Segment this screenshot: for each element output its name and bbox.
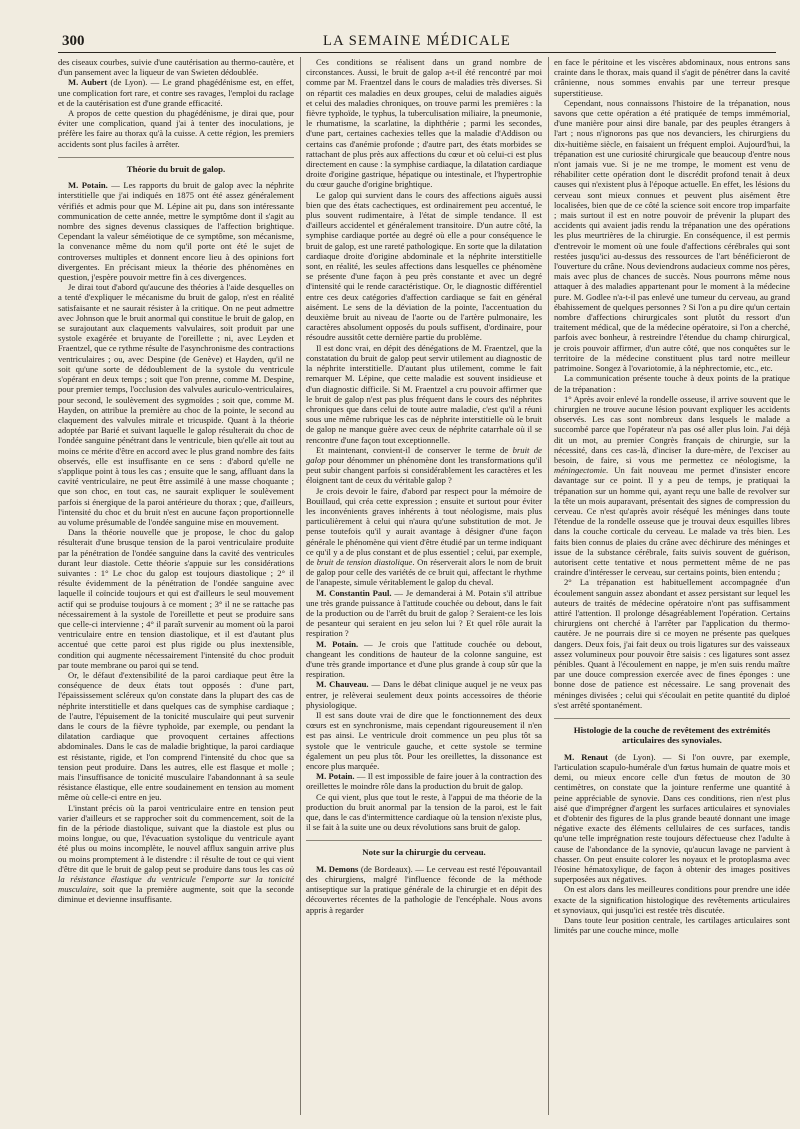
column-divider xyxy=(300,57,301,1115)
speaker-name: M. Demons xyxy=(316,863,359,874)
paragraph-text: pour dénommer un phénomène dont les transformations qu'il peut subir changent parfois si considérablement les caractères et les éloignent tant de ceux du véritable galop ? xyxy=(306,454,542,486)
paragraph: Je dirai tout d'abord qu'aucune des théories à l'aide desquelles on a tenté d'expliquer le mécanisme du bruit de galop, n'est en réalité satisfaisante et ne saurait résister à la critique. On ne peut admettre avec Johnson que le bruit anormal qui constitue le bruit de galop, en se surajoutant aux claquements valvulaires, soit produit par une systole exagérée et bruyante de l'oreillette ; ni, avec Leyden et Fraentzel, que ce rythme résulte de l'asynchronisme des contractions ventriculaires ; ou, avec Despine (de Genève) et Hayden, qu'il ne soit qu'une sorte de dédoublement de la systole du ventricule s'opérant en deux temps ; soit que l'on prenne, comme M. Despine, pour premier temps, l'occlusion des valvules auriculo-ventriculaires, pour second, le soulèvement des sygmoïdes ; soit que, comme M. Hayden, on attribue la première au choc de la pointe, le second au claquement des valvules mitrale et tricuspide. Quant à la théorie adoptée par Barié et suivant laquelle le galop résulterait du choc de l'ondée sanguine pénétrant dans le ventricule, bien qu'elle ait tout au moins ce mérite d'être en accord avec le plus grand nombre des faits observés, elle est insuffisante en ce sens : d'abord qu'elle ne s'applique point à tous les cas ; ensuite que le sang, affluant dans la cavité ventriculaire, ne peut être assimilé à une masse choquante ; que son choc, en tout cas, ne saurait expliquer le soulèvement parfois si énergique de la paroi antérieure du thorax ; que, d'ailleurs, l'intensité du choc et du bruit n'est en aucune façon proportionnelle au volume présumable de l'ondée sanguine mise en mouvement. xyxy=(58,282,294,527)
paragraph xyxy=(306,445,542,486)
column-left xyxy=(58,57,294,1115)
paragraph-text: (de Lyon). — Le grand phagédénisme est, en effet, une complication fort rare, et contre ses ravages, l'emploi du raclage et de la cautérisation est d'une grande efficacité. xyxy=(58,77,294,108)
paragraph xyxy=(554,394,790,578)
paragraph: La communication présente touche à deux points de la pratique de la trépanation : xyxy=(554,373,790,394)
paragraph-text: Et maintenant, convient-il de conserver le terme de xyxy=(316,444,513,455)
emphasis-text: méningectomie xyxy=(554,465,607,476)
section-heading-text: Théorie du bruit de galop. xyxy=(126,163,226,174)
column-divider xyxy=(548,57,549,1115)
section-heading-text: Histologie de la couche de revêtement des extrémités articulaires des synoviales. xyxy=(573,725,771,746)
speaker-name: M. Potain. xyxy=(68,180,108,191)
paragraph: Dans la théorie nouvelle que je propose, le choc du galop résulterait d'une brusque tension de la paroi ventriculaire produite par la pénétration de l'ondée sanguine dans la cavité des ventricules durant leur diastole. Cette théorie s'appuie sur les considérations suivantes : 1° Le choc du galop est toujours diastolique ; 2° il résulte évidemment de la pénétration de l'ondée sanguine avec laquelle il coïncide toujours et qui est d'ailleurs le seul mouvement actif qui se produise toujours à ce moment ; 3° il ne se rattache pas nécessairement à la systole de l'oreillette et peut se produire sans que celle-ci intervienne ; 4° il paraît survenir au moment où la paroi ventriculaire entre en tension diastolique, et il est d'autant plus accentué que cette paroi est plus rigide ou plus inextensible, condition qui augmente nécessairement l'intensité du choc produit par toute membrane ou paroi qui se tend. xyxy=(58,527,294,670)
speaker-name: M. Renaut xyxy=(564,751,609,762)
paragraph: des ciseaux courbes, suivie d'une cautérisation au thermo-cautère, et d'un pansement avec la liqueur de van Swieten dédoublée. xyxy=(58,57,294,78)
paragraph: On est alors dans les meilleures conditions pour prendre une idée exacte de la signification histologique des revêtements articulaires et synoviaux, qui jusqu'ici est restée très discutée. xyxy=(554,884,790,915)
paragraph: Il est sans doute vrai de dire que le fonctionnement des deux cœurs est en synchronisme, mais cependant rigoureusement il n'en est pas ainsi. Le ventricule droit commence un peu plus tôt sa systole que le ventricule gauche, et cette systole se termine également un peu plus tôt. Pour les oreillettes, la dissonance est encore plus marquée. xyxy=(306,710,542,772)
paragraph xyxy=(306,639,542,680)
section-heading xyxy=(58,157,294,174)
paragraph-text: , soit que la première augmente, soit que la seconde diminue et devienne insuffisante. xyxy=(58,884,294,905)
paragraph: Ce qui vient, plus que tout le reste, à l'appui de ma théorie de la production du bruit anormal par la tension de la paroi, est le fait que, dans le cas d'intermittence cardiaque où la tension n'existe plus, il se fait à la suite une ou deux révolutions sans bruit de galop. xyxy=(306,791,542,833)
speaker-name: M. Aubert xyxy=(68,77,108,88)
paragraph-text: (de Bordeaux). — Le cerveau est resté l'épouvantail des chirurgiens, malgré l'influence féconde de la méthode antiseptique sur la pratique générale de la chirurgie et en dépit des découvertes récentes de la pathologie de l'encéphale. Nous avons appris à regarder xyxy=(306,863,542,915)
speaker-name: M. Chauveau. xyxy=(316,679,369,690)
emphasis-text: où la résistance élastique du ventricule l'emporte sur la tonicité musculaire xyxy=(58,863,294,895)
paragraph-text: — Je crois que l'attitude couchée ou debout, changeant les conditions de hauteur de la colonne sanguine, est d'une très grande importance et d'une plus grande à coup sûr que la respiration. xyxy=(306,638,542,680)
paragraph-text: — Dans le débat clinique auquel je ne veux pas entrer, je relèverai seulement deux points accessoires de théorie physiologique. xyxy=(306,679,542,710)
section-heading xyxy=(306,840,542,857)
paragraph: Dans toute leur position centrale, les cartilages articulaires sont limités par une couche mince, molle xyxy=(554,915,790,936)
speaker-name: M. Potain. xyxy=(316,771,355,782)
paragraph-text: 1° Après avoir enlevé la rondelle osseuse, il arrive souvent que le chirurgien ne trouve aucune lésion pouvant expliquer les accidents observés. Les cas sont nombreux dans lesquels le malade a succombé parce que l'opérateur n'a pas osé aller plus loin. J'ai déjà dit un mot, au premier Congrès français de chirurgie, sur la nécessité, dans ces cas-là, d'inciser la dure-mère, de l'exciser au besoin, de faire, si vous me permettez ce néologisme, la xyxy=(554,393,790,465)
paragraph: Or, le défaut d'extensibilité de la paroi cardiaque peut être la conséquence de deux états tout opposés : d'une part, l'épaississement scléreux qu'on constate dans la plupart des cas de néphrite interstitielle et dans quelques cas de symphise cardiaque ; de l'autre, l'épuisement de la tonicité musculaire qui peut survenir dans le cours de la fièvre typhoïde, par exemple, ou pendant la dilatation cardiaque que provoquent certaines affections abdominales. Dans le cas de maladie brightique, la paroi cardiaque est résistante, rigide, et l'on comprend l'intensité du choc que sa tension peut produire. Dans les autres, elle est flasque et molle ; mais l'insuffisance de tonicité musculaire l'abandonnant à sa seule résistance élastique, elle entre soudainement en tension au moment même où celle-ci entre en jeu. xyxy=(58,669,294,803)
paragraph xyxy=(306,679,542,710)
paragraph: Le galop qui survient dans le cours des affections aiguës aussi bien que des états cachectiques, est ordinairement peu accentué, le plus souvent rudimentaire, à l'état de simple tendance. Il est d'ailleurs accidentel et généralement transitoire. D'un autre côté, la symphise cardiaque portée au degré où elle a pour conséquence le bruit de galop, est une rareté pathologique. En sorte que la dilatation cardiaque droite d'origine abdominale et la néphrite interstitielle sont, en réalité, les seules affections dans lesquelles ce phénomène se présente d'une façon à peu près constante et avec un degré d'intensité qui le rende caractéristique. Or, le diagnostic différentiel entre ces deux catégories d'affection cardiaque se fait en général aisément. Le sens de la déviation de la pointe, l'accentuation du deuxième bruit au niveau de l'aorte ou de l'artère pulmonaire, les caractères absolument opposés du pouls suffisent, d'ordinaire, pour résoudre aussitôt cette dernière partie du problème. xyxy=(306,189,542,343)
page-number: 300 xyxy=(62,33,85,49)
section-heading xyxy=(554,718,790,746)
paragraph xyxy=(306,486,542,588)
paragraph xyxy=(306,864,542,915)
page-header xyxy=(58,30,776,53)
speaker-name: M. Potain. xyxy=(316,638,359,649)
paragraph-text: — Les rapports du bruit de galop avec la néphrite interstitielle que j'ai indiqués en 1875 ont été assez généralement vérifiés et admis pour que M. Lépine ait pu, dans son intéressante communication de cette année, mettre le symptôme dont il s'agit au nombre des signes devenus classiques de l'affection brightique. Cependant la valeur séméiotique de ce symptôme, son mécanisme, la convenance même du nom qu'il porte ont été le sujet de controverses multiples et donnent encore lieu à des opinions fort divergentes. En précisant mieux la théorie des phénomènes en question, j'espère pouvoir mettre fin à ces divergences. xyxy=(58,180,294,283)
section-heading-text: Note sur la chirurgie du cerveau. xyxy=(362,847,486,858)
journal-title: LA SEMAINE MÉDICALE xyxy=(323,33,511,49)
paragraph-text: (de Lyon). — Si l'on ouvre, par exemple, l'articulation scapulo-humérale d'un fœtus humain de quatre mois et demi, ou mieux encore celle d'un fœtus de mouton de 30 centimètres, on constate que la jointure renferme une quantité à peine appréciable de synovie. Dans ces conditions, rien n'est plus aisé que d'imprégner d'argent les surfaces articulaires et synoviales et d'obtenir des figures de la plus grande beauté donnant une image négative exacte des éléments cellulaires de ces surfaces, tandis qu'une telle imprégnation reste toujours défectueuse chez l'adulte à cause de l'abondance de la synovie, qu'aucun lavage ne parvient à chasser. On peut ensuite colorer les noyaux et le protoplasma avec l'éosine hématoxylique, de façon à obtenir des images positives superposées aux négatives. xyxy=(554,751,790,885)
paragraph: Cependant, nous connaissons l'histoire de la trépanation, nous savons que cette opération a été pratiquée de temps immémorial, d'une manière pour ainsi dire banale, par des peuples étrangers à l'art ; nous n'ignorons pas que nos devanciers, les chirurgiens du dix-huitième siècle, en faisaient un fréquent emploi. Aujourd'hui, la trépanation est une curiosité chirurgicale que beaucoup d'entre nous n'ont jamais vue. Si je ne me trompe, le moment est venu de réhabiliter cette opération dont le discrédit profond tenait à deux causes qui n'existent plus à l'époque actuelle. En effet, les lésions du cerveau sont mieux connues et peuvent plus aisément être localisées, bien que de ce côté la science soit encore trop imparfaite ; mais surtout il est en notre pouvoir de prévenir la plupart des accidents qui avaient jadis rendu la trépanation une des opérations les plus meurtrières de la chirurgie. En conséquence, il est permis d'entrevoir le moment où une foule d'affections cérébrales qui sont restées jusqu'ici au-dessus des ressources de l'art bénéficieront de l'ouverture du crâne. Nous deviendrons audacieux comme nos pères, mais avec plus de chances de succès. Nous pourrons même nous attaquer à des maladies appartenant pour le moment à la médecine pure. M. Godlee n'a-t-il pas enlevé une tumeur du cerveau, au grand ébahissement de quelques personnes ? Si l'on a pu dire qu'un certain nombre d'affections chirurgicales sont plutôt du ressort d'un traitement médical, que de la médecine opératoire, si l'on a cherché, parfois avec bonheur, à restreindre l'étendue du champ chirurgical, je crois pouvoir affirmer, d'un autre côté, que nos conquêtes sur le territoire de la médecine constituent plus tard notre meilleur patrimoine. Songez à l'ovariotomie, à la néphrectomie, etc., etc. xyxy=(554,97,790,374)
paragraph xyxy=(58,77,294,108)
paragraph: Ces conditions se réalisent dans un grand nombre de circonstances. Aussi, le bruit de galop a-t-il été rencontré par moi comme par M. Fraentzel dans le cours de maladies très diverses. Si on répartit ces maladies en deux groupes, celui de maladies aiguës et celui des maladies chroniques, on trouve parmi les premières : la fièvre typhoïde, le typhus, la tuberculisation miliaire, la pneumonie, le rhumatisme, la scarlatine, la diphthérie ; parmi les secondes, d'une part, certaines cachexies telles que la maladie d'Addison ou certains cas d'anémie profonde ; d'autre part, des états morbides se rattachant de plus près aux affections du cœur et où celui-ci est plus directement en cause : la symphise cardiaque, la dilatation cardiaque droite d'origine gastrique, hépatique ou intestinale, et l'hypertrophie du cœur gauche d'origine brightique. xyxy=(306,57,542,190)
speaker-name: M. Constantin Paul. xyxy=(316,587,392,598)
paragraph: 2° La trépanation est habituellement accompagnée d'un écoulement sanguin assez abondant et assez persistant sur lequel les auteurs de traités de médecine opératoire n'ont pas suffisamment attiré l'attention. Il prolonge désagréablement l'opération. Certains chirurgiens ont cherché à l'arrêter par l'application du thermo-cautère. Je ne pourrais dire si ce moyen ne présente pas quelques dangers. Deux fois, j'ai fait deux ou trois ligatures sur des vaisseaux assez volumineux pour pouvoir être saisis : ces ligatures sont assez pénibles. Quant à l'écoulement en nappe, je m'en suis rendu maître par une douce compression exercée avec de fines éponges : une bonne dose de patience est nécessaire. Le sang provenait des méninges divisées ; celui qui s'écoulait en petite quantité du diploé s'est arrêté spontanément. xyxy=(554,577,790,710)
paragraph: en face le péritoine et les viscères abdominaux, nous entrons sans crainte dans le thorax, mais quand il s'agit de pénétrer dans la cavité crânienne, nous sommes envahis par une terreur presque superstitieuse. xyxy=(554,57,790,98)
paragraph-text: — Je demanderai à M. Potain s'il attribue une très grande puissance à l'attitude couchée ou debout, dans le fait de la production ou de l'arrêt du bruit de galop ? Seraient-ce les lois de pesanteur qui seraient en jeu selon lui ? Et quel rôle aurait la respiration ? xyxy=(306,587,542,639)
emphasis-text: bruit de tension diastolique xyxy=(316,556,413,567)
paragraph xyxy=(306,588,542,639)
paragraph: Il est donc vrai, en dépit des dénégations de M. Fraentzel, que la constatation du bruit de galop peut servir utilement au diagnostic de la néphrite interstitielle. D'autant plus utilement, comme le fait remarquer M. Lépine, que cette maladie est souvent insidieuse et d'un diagnostic difficile. Si M. Fraentzel a cru pouvoir affirmer que le bruit de galop n'est pas plus fréquent dans le cours des néphrites chroniques que dans celui de toute autre maladie, c'est qu'il a réuni sous une même rubrique les cas de néphrite interstitielle où le bruit de galop ne manque guère avec ceux de néphrite catarrhale où il se rencontre d'une façon tout exceptionnelle. xyxy=(306,342,542,445)
paragraph xyxy=(306,771,542,791)
paragraph xyxy=(554,752,790,885)
text-columns xyxy=(58,57,790,1115)
column-middle xyxy=(306,57,542,1115)
paragraph-text: Je crois devoir le faire, d'abord par respect pour la mémoire de Bouillaud, qui créa cette expression ; ensuite et surtout pour éviter les inconvénients graves inhérents à tout néologisme, mais plus particulièrement à celui qui n'aura qu'une substitution de mot. Je pense toutefois qu'il y aurait avantage à désigner d'une façon générale le phénomène qui vient d'être étudié par un terme indiquant ce qu'il y a de plus constant et de plus essentiel ; celui, par exemple, de xyxy=(306,485,542,567)
paragraph-text: L'instant précis où la paroi ventriculaire entre en tension peut varier d'ailleurs et se rapprocher soit du commencement, soit de la fin de la période diastolique, suivant que la diastole est plus ou moins longue, ou que, l'évacuation systolique du ventricule ayant été plus ou moins incomplète, le nouvel afflux sanguin arrive plus ou moins promptement à le distendre : il résulte de tout ce qui vient d'être dit que le bruit de galop peut se produire dans tous les cas xyxy=(58,802,294,874)
paragraph: A propos de cette question du phagédénisme, je dirai que, pour éviter une complication, quand j'ai à tenter des inoculations, je préfère les faire au thorax qu'à la cuisse. A cette région, les premiers accidents sont plus faciles à arrêter. xyxy=(58,108,294,149)
paragraph-text: . Un fait nouveau me permet d'insister encore davantage sur ce point. Il y a peu de temps, je pratiquai la trépanation sur un homme qui, ayant reçu une balle de revolver sur la tête un mois auparavant, présentait des signes de compression du cerveau. Ce n'est qu'après avoir réséqué les méninges dans toute l'étendue de la rondelle osseuse que je trouvai deux esquilles libres dans la couche corticale du cerveau. Le malade va très bien. Les faits bien connus de plaies du crâne avec déchirure des méninges et issue de la substance cérébrale, faits suivis souvent de guérison, autorisent cette tentative et nous permettent même de ne pas craindre d'intéresser le cerveau, sur certains points, bien entendu ; xyxy=(554,465,790,578)
paragraph-text: — Il est impossible de faire jouer à la contraction des oreillettes le moindre rôle dans la production du bruit de galop. xyxy=(306,771,542,792)
emphasis-text: bruit de galop xyxy=(306,444,542,465)
paragraph xyxy=(58,803,294,905)
column-right xyxy=(554,57,790,1115)
paragraph-text: . On réserverait alors le nom de bruit de galop pour celle des variétés de ce bruit qui, affectant le rhythme de l'anapeste, simule véritablement le galop du cheval. xyxy=(306,556,542,588)
paragraph xyxy=(58,180,294,282)
